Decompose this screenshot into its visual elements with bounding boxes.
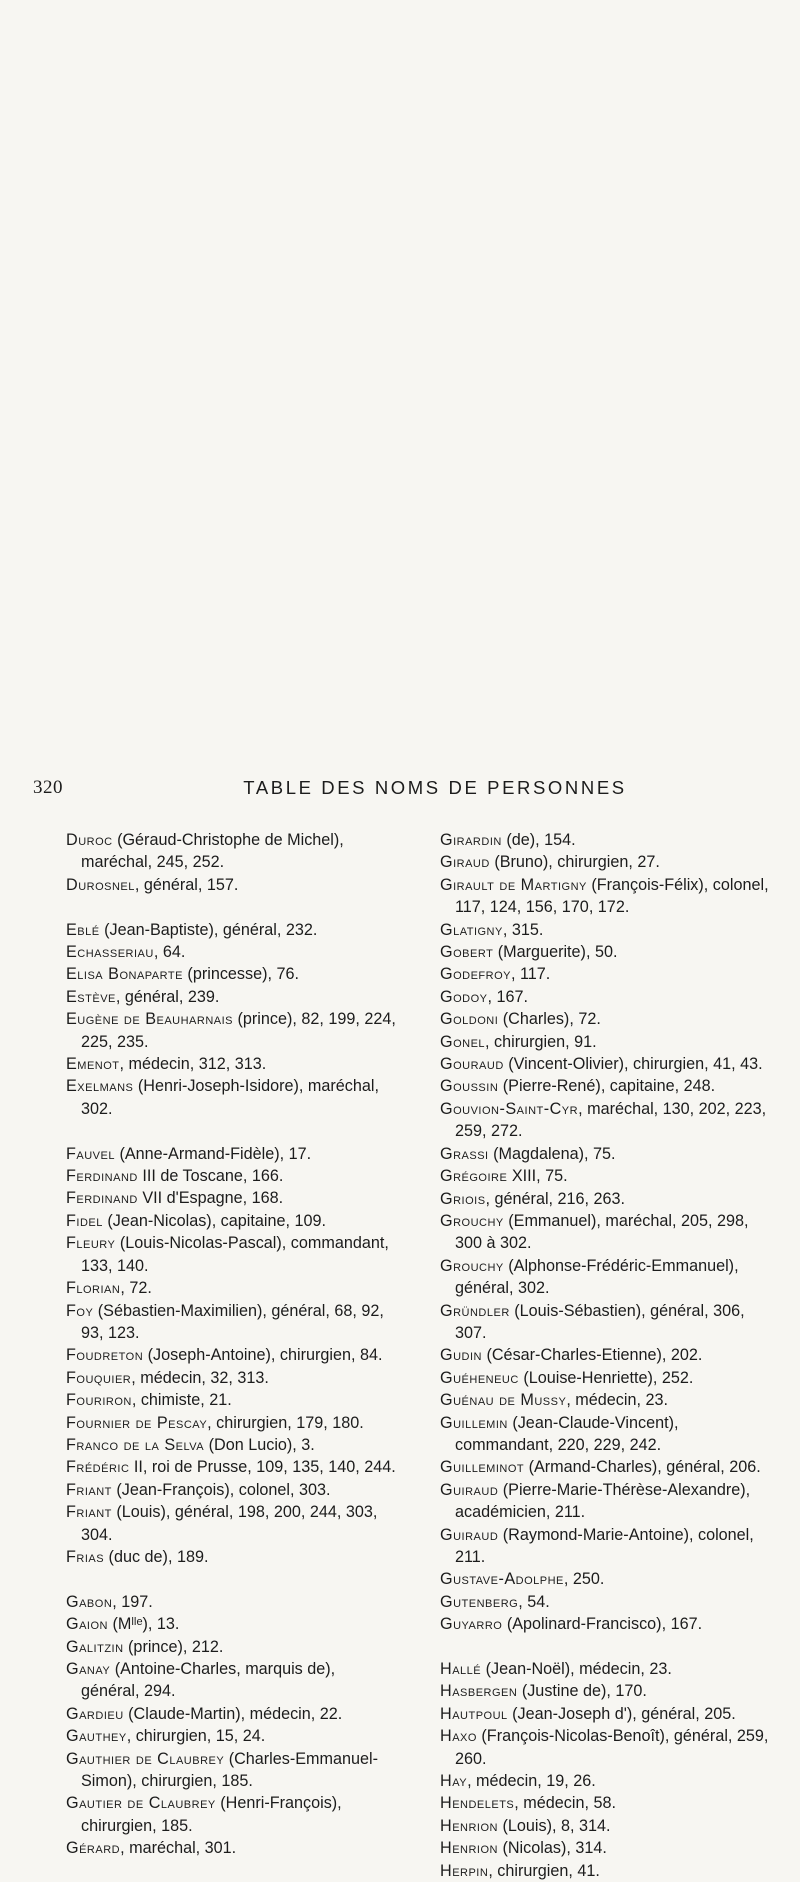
entry-details: (Charles), 72. — [498, 1010, 601, 1029]
entry-name: Fidel — [66, 1211, 103, 1230]
index-entry — [440, 829, 775, 851]
entry-details: (Raymond-Marie-Antoine), colonel, 211. — [455, 1525, 754, 1566]
entry-name: Guillemin — [440, 1413, 508, 1432]
index-entry — [66, 1232, 396, 1277]
entry-details: , médecin, 312, 313. — [119, 1055, 267, 1074]
entry-details: , 54. — [518, 1592, 550, 1611]
entry-name: Haxo — [440, 1727, 477, 1746]
entry-name: Hautpoul — [440, 1704, 508, 1723]
entry-details: (Justine de), 170. — [517, 1682, 647, 1701]
entry-name: Hallé — [440, 1660, 482, 1679]
entry-details: , général, 216, 263. — [485, 1189, 626, 1208]
entry-name: Franco de la Selva — [66, 1435, 205, 1454]
entry-name: Gaion — [66, 1615, 108, 1634]
entry-details: (Vincent-Olivier), chirurgien, 41, 43. — [503, 1055, 763, 1074]
entry-details: (François-Nicolas-Benoît), général, 259, 260. — [455, 1727, 769, 1768]
entry-details: (Magdalena), 75. — [488, 1144, 616, 1163]
index-column-left — [66, 829, 396, 1860]
entry-details: (Apolinard-Francisco), 167. — [502, 1615, 703, 1634]
index-entry — [66, 986, 396, 1008]
index-entry — [66, 829, 396, 874]
entry-name: Estève — [66, 987, 116, 1006]
index-entry — [66, 1075, 396, 1120]
index-entry — [440, 1815, 775, 1837]
entry-name: Gudin — [440, 1346, 482, 1365]
entry-details: , 250. — [563, 1570, 605, 1589]
entry-details: , médecin, 58. — [514, 1794, 616, 1813]
index-entry — [440, 1792, 775, 1814]
index-entry — [66, 941, 396, 963]
entry-name: Gautier de Claubrey — [66, 1794, 216, 1813]
entry-name: Fouriron — [66, 1391, 132, 1410]
entry-details: (Louise-Henriette), 252. — [518, 1368, 694, 1387]
entry-name: Exelmans — [66, 1077, 134, 1096]
entry-name: Emenot — [66, 1055, 120, 1074]
index-entry — [66, 1210, 396, 1232]
index-entry — [66, 919, 396, 941]
entry-name: Gobert — [440, 943, 494, 962]
entry-name: Ferdinand — [66, 1189, 138, 1208]
index-entry — [440, 963, 775, 985]
index-column-right — [440, 829, 775, 1882]
entry-details: (Nicolas), 314. — [497, 1839, 607, 1858]
index-entry — [66, 1725, 396, 1747]
index-entry — [440, 1344, 775, 1366]
entry-details: II, roi de Prusse, 109, 135, 140, 244. — [129, 1458, 396, 1477]
index-entry — [66, 1165, 396, 1187]
entry-details: , 64. — [153, 943, 186, 962]
entry-details: (Jean-Nicolas), capitaine, 109. — [102, 1211, 326, 1230]
entry-details: (Louis-Sébastien), général, 306, 307. — [455, 1301, 745, 1342]
entry-details: , chirurgien, 41. — [488, 1861, 600, 1880]
entry-name: Fleury — [66, 1234, 116, 1253]
entry-name: Guiraud — [440, 1525, 499, 1544]
index-entry — [440, 1591, 775, 1613]
entry-name: Goussin — [440, 1077, 499, 1096]
index-entry — [66, 1658, 396, 1703]
entry-details: (César-Charles-Etienne), 202. — [481, 1346, 703, 1365]
index-entry — [440, 1837, 775, 1859]
index-entry — [440, 1389, 775, 1411]
entry-name: Godoy — [440, 987, 488, 1006]
index-entry — [440, 1367, 775, 1389]
entry-details: , général, 157. — [134, 875, 239, 894]
entry-details: (Jean-Noël), médecin, 23. — [481, 1660, 672, 1679]
index-entry — [440, 1456, 775, 1478]
entry-details: (Sébastien-Maximilien), général, 68, 92, 93, 123. — [81, 1301, 384, 1342]
index-entry — [440, 919, 775, 941]
index-entry — [66, 1367, 396, 1389]
entry-name: Godefroy — [440, 965, 511, 984]
entry-name: Girardin — [440, 831, 502, 849]
running-title: TABLE DES NOMS DE PERSONNES — [243, 777, 627, 798]
index-entry — [66, 1008, 396, 1053]
index-entry — [66, 1277, 396, 1299]
entry-name: Fauvel — [66, 1144, 115, 1163]
entry-details: (Armand-Charles), général, 206. — [524, 1458, 761, 1477]
entry-name: Eugène de Beauharnais — [66, 1010, 234, 1029]
index-entry — [440, 1165, 775, 1187]
entry-details: , 72. — [120, 1279, 152, 1298]
entry-name: Glatigny — [440, 920, 503, 939]
entry-name: Friant — [66, 1503, 112, 1522]
index-entry — [66, 1389, 396, 1411]
entry-details: VII d'Espagne, 168. — [137, 1189, 284, 1208]
entry-name: Durosnel — [66, 875, 135, 894]
entry-name: Duroc — [66, 831, 113, 849]
index-entry — [440, 1770, 775, 1792]
index-entry — [66, 1053, 396, 1075]
entry-details: , médecin, 23. — [566, 1391, 668, 1410]
index-entry — [440, 1143, 775, 1165]
index-entry — [66, 874, 396, 896]
entry-name: Foy — [66, 1301, 94, 1320]
entry-name: Henrion — [440, 1816, 498, 1835]
entry-details: (Pierre-Marie-Thérèse-Alexandre), académicien, 211. — [455, 1480, 751, 1522]
index-entry — [440, 1479, 775, 1524]
entry-name: Ganay — [66, 1659, 111, 1678]
entry-details: (Henri-Joseph-Isidore), maréchal, 302. — [81, 1077, 379, 1118]
entry-details: (Don Lucio), 3. — [204, 1435, 315, 1454]
entry-details: (Jean-Baptiste), général, 232. — [99, 920, 318, 939]
entry-details: , médecin, 19, 26. — [467, 1772, 596, 1791]
entry-name: Guilleminot — [440, 1458, 525, 1477]
entry-details: (Bruno), chirurgien, 27. — [489, 853, 660, 872]
entry-name: Guénau de Mussy — [440, 1391, 567, 1410]
entry-details: (Antoine-Charles, marquis de), général, 294. — [81, 1659, 336, 1701]
index-entry — [440, 1412, 775, 1457]
entry-details: (Louis-Nicolas-Pascal), commandant, 133, 140. — [81, 1234, 389, 1275]
index-entry — [440, 1210, 775, 1255]
entry-details: (Marguerite), 50. — [493, 943, 618, 962]
entry-details: (Claude-Martin), médecin, 22. — [123, 1704, 343, 1723]
entry-details: (Géraud-Christophe de Michel), maréchal, 245, 252. — [81, 831, 344, 872]
entry-name: Girault de Martigny — [440, 875, 587, 894]
entry-name: Eblé — [66, 920, 100, 939]
index-entry — [66, 1143, 396, 1165]
entry-name: Friant — [66, 1480, 112, 1499]
entry-name: Grouchy — [440, 1211, 504, 1230]
index-entry — [440, 1188, 775, 1210]
entry-details: , 197. — [112, 1592, 153, 1611]
entry-name: Gauthier de Claubrey — [66, 1749, 225, 1768]
entry-details: , maréchal, 301. — [120, 1839, 237, 1858]
index-entry — [66, 1187, 396, 1209]
entry-details: , chirurgien, 15, 24. — [126, 1727, 266, 1746]
index-entry — [440, 1098, 775, 1143]
index-entry — [440, 874, 775, 919]
entry-name: Goldoni — [440, 1010, 499, 1029]
entry-details: (Louis), général, 198, 200, 244, 303, 304. — [81, 1503, 378, 1544]
index-entry — [66, 1837, 396, 1859]
entry-details: (Louis), 8, 314. — [497, 1816, 611, 1835]
index-entry — [440, 1568, 775, 1590]
entry-details: , chimiste, 21. — [131, 1391, 232, 1410]
index-entry — [66, 1300, 396, 1345]
entry-name: Herpin — [440, 1861, 489, 1880]
index-entry — [440, 1075, 775, 1097]
entry-name: Hendelets — [440, 1794, 515, 1813]
index-entry — [440, 1008, 775, 1030]
index-entry — [440, 851, 775, 873]
entry-name: Griois — [440, 1189, 486, 1208]
entry-details: , médecin, 32, 313. — [131, 1368, 269, 1387]
entry-name: Guyarro — [440, 1615, 503, 1634]
page-number: 320 — [33, 777, 63, 798]
entry-details: (Jean-Joseph d'), général, 205. — [507, 1704, 736, 1723]
index-entry — [440, 1300, 775, 1345]
entry-name: Grouchy — [440, 1256, 504, 1275]
entry-details: (prince), 82, 199, 224, 225, 235. — [81, 1010, 396, 1051]
entry-name: Foudreton — [66, 1346, 144, 1365]
entry-details: , général, 239. — [115, 987, 220, 1006]
entry-details: (Joseph-Antoine), chirurgien, 84. — [143, 1346, 383, 1365]
index-entry — [66, 1546, 396, 1568]
entry-name: Hay — [440, 1772, 468, 1791]
index-entry — [66, 1613, 396, 1635]
entry-name: Guiraud — [440, 1480, 499, 1499]
index-entry — [66, 1636, 396, 1658]
index-entry — [66, 1792, 396, 1837]
entry-details: (Henri-François), chirurgien, 185. — [81, 1794, 342, 1835]
entry-details: , chirurgien, 179, 180. — [207, 1413, 364, 1432]
entry-details: (Emmanuel), maréchal, 205, 298, 300 à 302. — [455, 1211, 749, 1253]
entry-name: Gründler — [440, 1301, 510, 1320]
entry-details: , 117. — [510, 965, 551, 984]
entry-name: Gérard — [66, 1839, 121, 1858]
entry-details: (Mˡˡᵉ), 13. — [107, 1615, 180, 1634]
entry-name: Gustave-Adolphe — [440, 1570, 564, 1589]
entry-name: Gouraud — [440, 1055, 504, 1074]
index-entry — [440, 1860, 775, 1882]
index-entry — [440, 1703, 775, 1725]
entry-details: III de Toscane, 166. — [137, 1167, 284, 1186]
index-entry — [66, 1501, 396, 1546]
entry-name: Gutenberg — [440, 1592, 519, 1611]
entry-details: , chirurgien, 91. — [485, 1032, 597, 1051]
index-entry — [66, 1412, 396, 1434]
index-entry — [66, 1344, 396, 1366]
index-entry — [440, 1031, 775, 1053]
index-entry — [440, 986, 775, 1008]
entry-name: Frédéric — [66, 1458, 130, 1477]
entry-details: (Jean-Claude-Vincent), commandant, 220, 229, 242. — [455, 1413, 679, 1454]
page-header — [0, 777, 800, 807]
index-entry — [440, 1053, 775, 1075]
entry-details: , 315. — [502, 920, 544, 939]
index-entry — [66, 963, 396, 985]
index-entry — [66, 1748, 396, 1793]
entry-name: Fouquier — [66, 1368, 132, 1387]
entry-name: Frias — [66, 1547, 105, 1566]
entry-name: Galitzin — [66, 1637, 124, 1656]
entry-name: Gouvion-Saint-Cyr — [440, 1099, 579, 1118]
index-entry — [440, 1658, 775, 1680]
entry-name: Fournier de Pescay — [66, 1413, 208, 1432]
entry-details: (Charles-Emmanuel-Simon), chirurgien, 185. — [81, 1749, 379, 1791]
entry-name: Grégoire — [440, 1167, 508, 1186]
index-entry — [440, 1524, 775, 1569]
entry-details: , 167. — [487, 987, 528, 1006]
entry-details: (princesse), 76. — [182, 965, 299, 984]
entry-name: Grassi — [440, 1144, 489, 1163]
entry-details: (Anne-Armand-Fidèle), 17. — [114, 1144, 312, 1163]
index-entry — [440, 1680, 775, 1702]
index-entry — [66, 1591, 396, 1613]
index-entry — [66, 1703, 396, 1725]
index-entry — [440, 941, 775, 963]
entry-details: (de), 154. — [501, 831, 576, 849]
entry-details: (Pierre-René), capitaine, 248. — [498, 1077, 716, 1096]
entry-name: Gauthey — [66, 1727, 127, 1746]
index-entry — [440, 1613, 775, 1635]
entry-details: XIII, 75. — [507, 1167, 568, 1186]
index-entry — [66, 1456, 396, 1478]
index-entry — [440, 1255, 775, 1300]
entry-name: Gabon — [66, 1592, 113, 1611]
entry-name: Hasbergen — [440, 1682, 518, 1701]
index-entry — [440, 1725, 775, 1770]
entry-details: (duc de), 189. — [104, 1547, 209, 1566]
entry-name: Henrion — [440, 1839, 498, 1858]
entry-name: Gardieu — [66, 1704, 124, 1723]
entry-details: (Alphonse-Frédéric-Emmanuel), général, 302. — [455, 1256, 739, 1298]
entry-name: Ferdinand — [66, 1167, 138, 1186]
entry-details: (prince), 212. — [123, 1637, 224, 1656]
entry-name: Florian — [66, 1279, 121, 1298]
entry-name: Giraud — [440, 853, 490, 872]
entry-name: Elisa Bonaparte — [66, 965, 183, 984]
entry-details: , maréchal, 130, 202, 223, 259, 272. — [455, 1099, 767, 1141]
index-entry — [66, 1434, 396, 1456]
entry-name: Echasseriau — [66, 943, 154, 962]
entry-details: (Jean-François), colonel, 303. — [111, 1480, 331, 1499]
entry-details: (François-Félix), colonel, 117, 124, 156, 170, 172. — [455, 875, 769, 917]
entry-name: Gonel — [440, 1032, 486, 1051]
entry-name: Guéheneuc — [440, 1368, 519, 1387]
